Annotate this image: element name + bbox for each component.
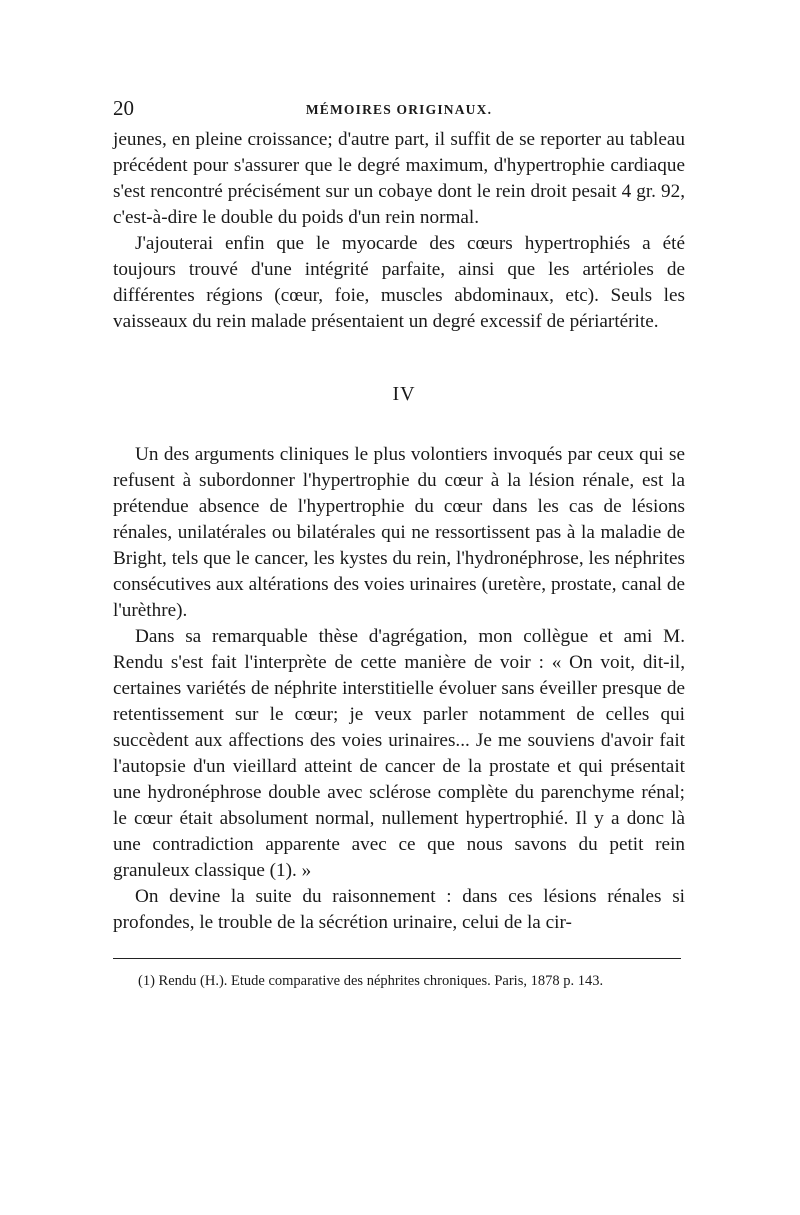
book-page xyxy=(113,94,685,991)
paragraph-continued: jeunes, en pleine croissance; d'autre part, il suffit de se reporter au tableau précédent pour s'assurer que le degré maximum, d'hypertrophie cardiaque s'est rencontré précisément sur un cobaye dont le rein droit pesait 4 gr. 92, c'est-à-dire le double du poids d'un rein normal. xyxy=(113,129,685,228)
paragraph-raisonnement: On devine la suite du raisonnement : dans ces lésions rénales si profondes, le trouble de la sécrétion urinaire, celui de la cir- xyxy=(113,886,685,933)
running-head xyxy=(113,94,685,124)
footnote: (1) Rendu (H.). Etude comparative des néphrites chroniques. Paris, 1878 p. 143. xyxy=(138,973,604,989)
section-number: IV xyxy=(392,383,416,405)
paragraph-rendu-quote: Dans sa remarquable thèse d'agrégation, mon collègue et ami M. Rendu s'est fait l'interprète de cette manière de voir : « On voit, dit-il, certaines variétés de néphrite interstitielle évoluer sans éveiller presque de retentissement sur le cœur; je veux parler notamment de celles qui succèdent aux affections des voies urinaires... Je me souviens d'avoir fait l'autopsie d'un vieillard atteint de cancer de la prostate et qui présentait une hydronéphrose double avec sclérose complète du parenchyme rénal; le cœur était absolument normal, nullement hypertrophié. Il y a donc là une contradiction apparente avec ce que nous savons du petit rein granuleux classique (1). » xyxy=(113,626,685,881)
paragraph-arguments: Un des arguments cliniques le plus volontiers invoqués par ceux qui se refusent à subordonner l'hypertrophie du cœur à la lésion rénale, est la prétendue absence de l'hypertrophie du cœur dans les cas de lésions rénales, unilatérales ou bilatérales qui ne ressortissent pas à la maladie de Bright, tels que le cancer, les kystes du rein, l'hydronéphrose, les néphrites consécutives aux altérations des voies urinaires (uretère, prostate, canal de l'urèthre). xyxy=(113,444,685,621)
page-number: 20 xyxy=(113,96,134,120)
running-title: MÉMOIRES ORIGINAUX. xyxy=(305,102,493,117)
paragraph-myocarde: J'ajouterai enfin que le myocarde des cœurs hypertrophiés a été toujours trouvé d'une intégrité parfaite, ainsi que les artérioles de différentes régions (cœur, foie, muscles abdominaux, etc). Seuls les vaisseaux du rein malade présentaient un degré excessif de périartérite. xyxy=(113,233,685,332)
footnote-rule xyxy=(113,958,681,959)
